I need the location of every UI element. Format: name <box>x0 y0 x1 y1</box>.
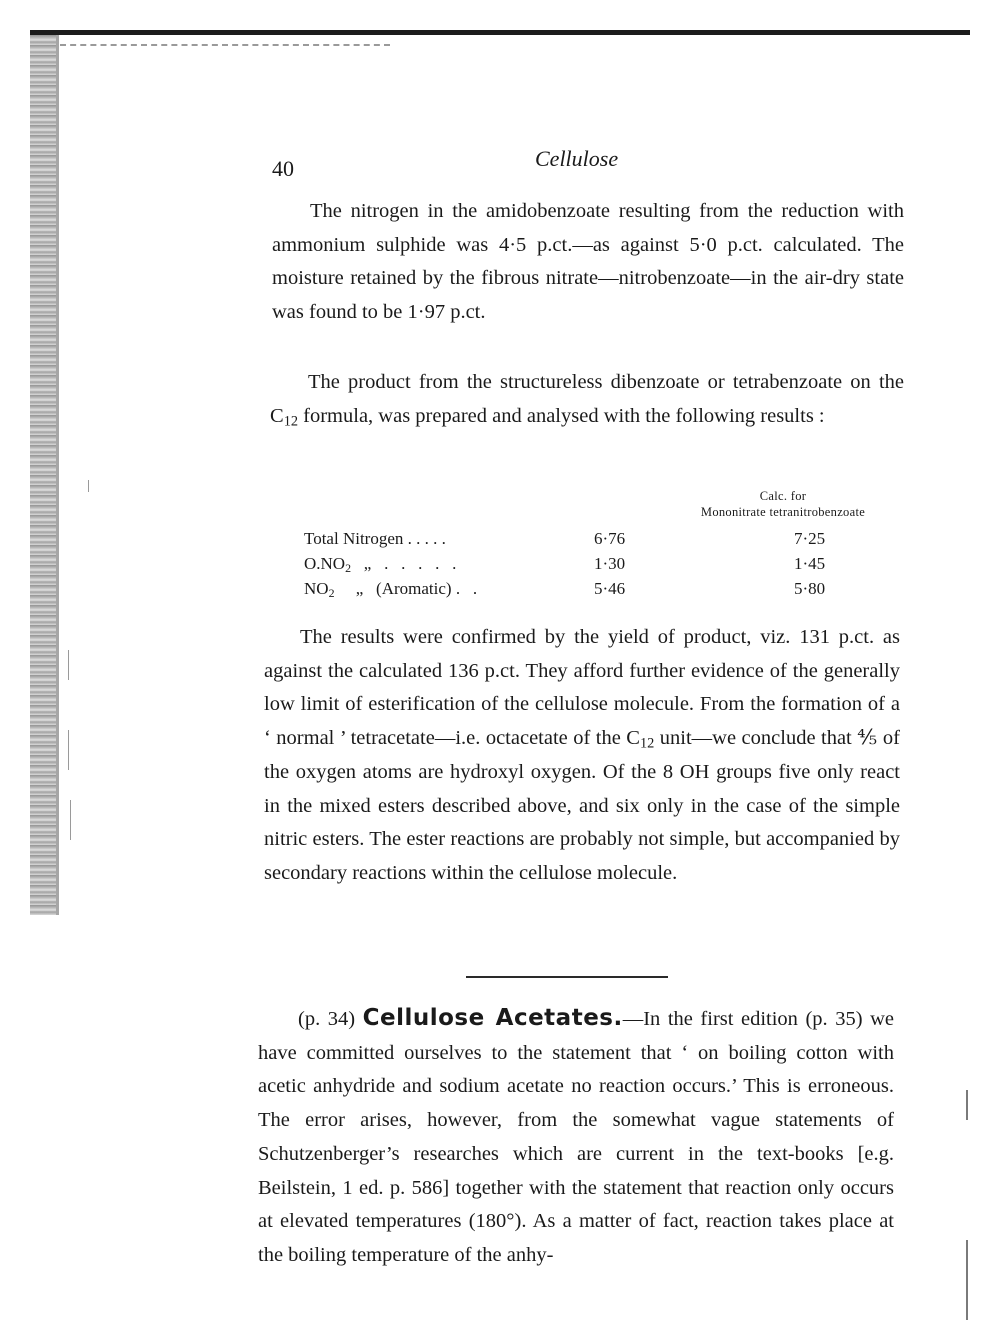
paragraph-text: —In the first edition (p. 35) we have committed ourselves to the statement that ‘ on boiling cotton with acetic anhydride and sodium acetate no reaction occurs.’ This is erroneous. The error arises, however, from the somewhat vague statements of Schutzenberger’s researches which are current in the text-books [e.g. Beilstein, 1 ed. p. 586] together with the statement that reaction only occurs at elevated temperatures (180°). As a matter of fact, reaction takes place at the boiling temperature of the anhy- <box>258 1008 895 1266</box>
subscript: 12 <box>283 413 299 430</box>
row-label-rest: „ (Aromatic) . . <box>334 579 478 598</box>
paragraph-results <box>264 621 900 891</box>
table-cell-found: 1·30 <box>594 554 626 573</box>
table-cell-found: 5·46 <box>594 579 626 598</box>
table-cell-calc: 1·45 <box>794 554 826 573</box>
row-label-main: NO <box>304 579 329 598</box>
row-label-rest: „ . . . . . <box>351 554 457 573</box>
table-cell-found: 6·76 <box>594 529 626 548</box>
margin-mark <box>70 800 71 840</box>
paragraph-dibenzoate <box>270 366 904 433</box>
binding-shadow <box>30 35 56 915</box>
paragraph-text: The results were confirmed by the yield of product, viz. 131 p.ct. as against the calculated 136 p.ct. They afford further evidence of the generally low limit of esterification of the cellulose molecule. From the formation of a ‘ normal ’ tetracetate—i.e. octacetate of the C <box>264 626 900 750</box>
margin-mark <box>68 730 69 770</box>
table-row <box>304 529 904 553</box>
page-reference: (p. 34) <box>298 1008 363 1030</box>
binding-edge <box>56 35 59 915</box>
margin-mark <box>68 650 69 680</box>
right-edge-mark <box>966 1090 968 1120</box>
table-row-label <box>304 579 477 599</box>
table-row <box>304 554 904 578</box>
row-label-subscript: 2 <box>345 560 352 575</box>
table-row-label <box>304 529 446 549</box>
table-cell-calc: 5·80 <box>794 579 826 598</box>
row-label-main: Total Nitrogen . . . . . <box>304 529 446 548</box>
table-row-label <box>304 554 456 574</box>
row-label-main: O.NO <box>304 554 346 573</box>
right-edge-mark <box>966 1240 968 1320</box>
section-title: Cellulose Acetates. <box>362 1005 623 1031</box>
table-row <box>304 579 904 603</box>
running-title: Cellulose <box>535 146 619 171</box>
page-number: 40 <box>272 156 294 181</box>
table-cell-calc: 7·25 <box>794 529 826 548</box>
row-label-subscript: 2 <box>328 585 335 600</box>
paragraph-amidobenzoate: The nitrogen in the amidobenzoate resulting from the reduction with ammonium sulphide was 4·5 p.ct.—as against 5·0 p.ct. calculated. The moisture retained by the fibrous nitrate—nitrobenzoate—in the air-dry state was found to be 1·97 p.ct. <box>272 200 904 324</box>
paragraph-cellulose-acetates <box>258 1002 894 1273</box>
top-dashed-rule <box>60 44 390 46</box>
subscript: 12 <box>639 735 655 752</box>
table-calc-header-line2: Mononitrate tetranitrobenzoate <box>700 505 866 519</box>
paragraph-text: formula, was prepared and analysed with the following results : <box>298 404 825 427</box>
paragraph-text: The product from the structureless dibenzoate or tetrabenzoate on the C <box>270 371 904 427</box>
section-divider <box>466 976 668 978</box>
table-calc-header <box>660 488 906 520</box>
table-calc-header-line1: Calc. for <box>759 489 807 503</box>
paragraph-text: unit—we conclude that ⅘ of the oxygen atoms are hydroxyl oxygen. Of the 8 OH groups five only react in the mixed esters described above, and six only in the case of the simple nitric esters. The ester reactions are probably not simple, but accompanied by secondary reactions within the cellulose molecule. <box>264 727 900 884</box>
top-border-rule <box>30 30 970 35</box>
margin-mark <box>88 480 89 492</box>
